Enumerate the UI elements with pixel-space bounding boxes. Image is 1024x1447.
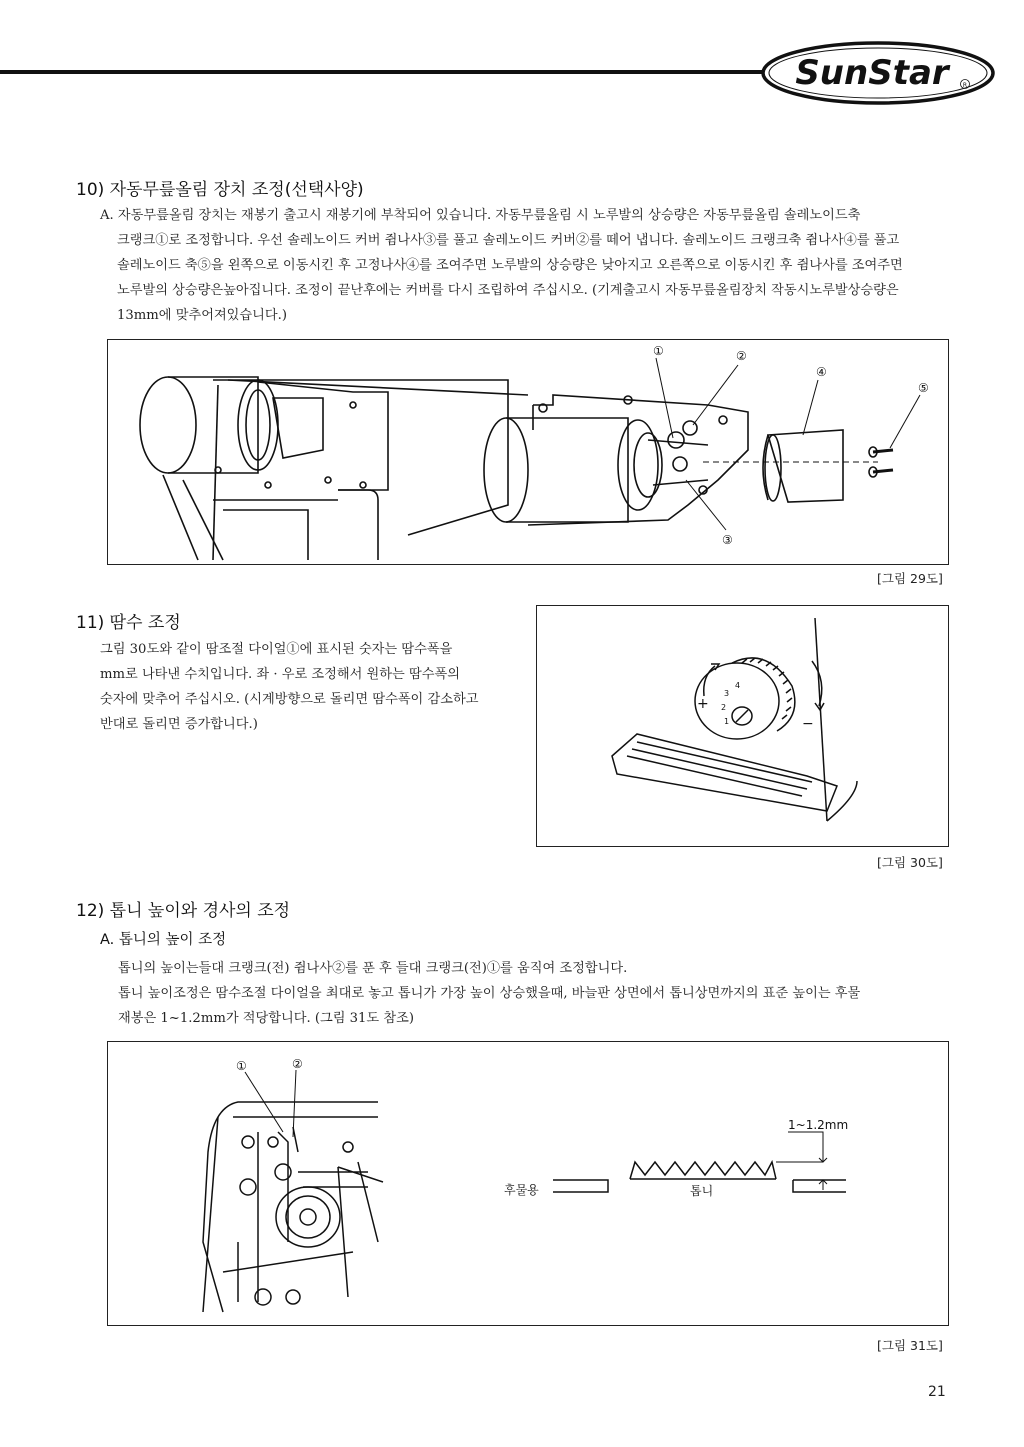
section-12-text: [118, 956, 860, 1031]
text-line: A. 자동무릎올림 장치는 재봉기 출고시 재봉기에 부착되어 있습니다. 자동무릎올림 시 노루발의 상승량은 자동무릎올림 솔레노이드축: [100, 208, 861, 223]
feed-dog-label: 톱니: [690, 1184, 714, 1198]
text-line: mm로 나타낸 수치입니다. 좌 · 우로 조정해서 원하는 땀수폭의: [100, 667, 460, 682]
dial-number: 3: [724, 689, 730, 698]
text-line: 톱니의 높이는들대 크랭크(전) 쥠나사②를 푼 후 들대 크랭크(전)①를 움직여 조정합니다.: [118, 961, 628, 976]
label-5: ⑤: [918, 381, 929, 395]
dimension-label: 1~1.2mm: [788, 1118, 849, 1132]
figure-31-illustration: [108, 1042, 948, 1325]
dial-number: 1: [724, 717, 730, 726]
section-10-title: 10) 자동무릎올림 장치 조정(선택사양): [76, 180, 364, 200]
text-line: 13mm에 맞추어져있습니다.): [117, 308, 287, 323]
figure-31: [107, 1041, 949, 1326]
label-4: ④: [816, 365, 827, 379]
text-line: 반대로 돌리면 증가합니다.): [100, 717, 258, 732]
figure-29-illustration: [108, 340, 948, 564]
plus-sign: +: [697, 696, 709, 712]
section-12-title: 12) 톱니 높이와 경사의 조정: [76, 901, 291, 921]
label-3: ③: [722, 533, 733, 547]
page-number: 21: [928, 1384, 946, 1400]
dial-number: 2: [721, 703, 727, 712]
section-11-title: 11) 땀수 조정: [76, 613, 181, 633]
label-2: ②: [292, 1057, 303, 1071]
figure-30-caption: [그림 30도]: [877, 855, 943, 870]
section-12-subtitle: A. 톱니의 높이 조정: [100, 932, 227, 948]
text-line: 노루발의 상승량은높아집니다. 조정이 끝난후에는 커버를 다시 조립하여 주십시오. (기계출고시 자동무릎올림장치 작동시노루발상승량은: [117, 283, 899, 298]
figure-29: [107, 339, 949, 565]
dial-number: 4: [735, 681, 741, 690]
figure-30-illustration: [537, 606, 948, 846]
section-11-text: [100, 637, 478, 737]
sunstar-logo: [760, 40, 1000, 106]
section-10-text: [100, 203, 903, 328]
label-1: ①: [236, 1059, 247, 1073]
brand-name: SunStar: [795, 53, 949, 93]
minus-sign: −: [802, 716, 814, 732]
text-line: 숫자에 맞추어 주십시오. (시계방향으로 돌리면 땀수폭이 감소하고: [100, 692, 479, 707]
text-line: 크랭크①로 조정합니다. 우선 솔레노이드 커버 쥠나사③를 풀고 솔레노이드 커버②를 떼어 냅니다. 솔레노이드 크랭크축 쥠나사④를 풀고: [117, 233, 900, 248]
needle-plate-label: 후물용: [504, 1183, 539, 1197]
figure-31-caption: [그림 31도]: [877, 1338, 943, 1353]
registered-mark: R: [962, 82, 968, 89]
figure-30: [536, 605, 949, 847]
text-line: 그림 30도와 같이 땀조절 다이얼①에 표시된 숫자는 땀수폭을: [100, 642, 453, 657]
text-line: 톱니 높이조정은 땀수조절 다이얼을 최대로 놓고 톱니가 가장 높이 상승했을때, 바늘판 상면에서 톱니상면까지의 표준 높이는 후물: [118, 986, 861, 1001]
label-2: ②: [736, 349, 747, 363]
header-rule: [0, 70, 775, 74]
text-line: 솔레노이드 축⑤을 왼쪽으로 이동시킨 후 고정나사④를 조여주면 노루발의 상승량은 낮아지고 오른쪽으로 이동시킨 후 쥠나사를 조여주면: [117, 258, 903, 273]
figure-29-caption: [그림 29도]: [877, 571, 943, 586]
label-1: ①: [653, 344, 664, 358]
text-line: 재봉은 1~1.2mm가 적당합니다. (그림 31도 참조): [118, 1011, 414, 1026]
